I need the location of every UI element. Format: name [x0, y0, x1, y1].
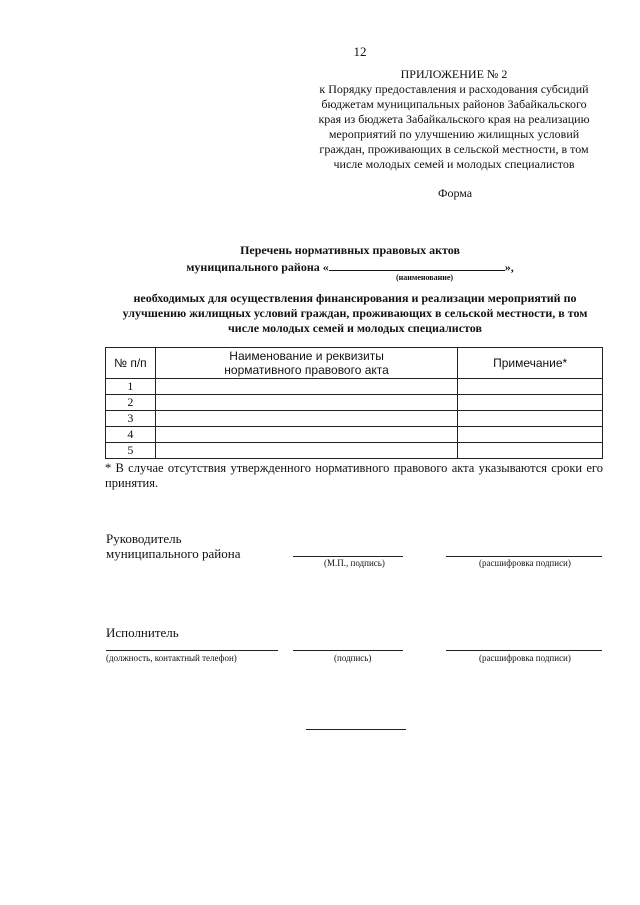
page-number: 12 — [353, 44, 367, 59]
table-row — [106, 395, 603, 411]
district-name-field[interactable] — [329, 259, 505, 271]
act-cell[interactable] — [155, 427, 458, 443]
note-cell[interactable] — [458, 379, 603, 395]
act-cell[interactable] — [155, 379, 458, 395]
table-header-row — [106, 348, 603, 379]
executor-sign-line[interactable] — [293, 650, 403, 651]
head-decode-line[interactable] — [446, 556, 602, 557]
purpose-line: улучшению жилищных условий граждан, проживающих в сельской местности, в том — [122, 306, 588, 320]
appendix-line: мероприятий по улучшению жилищных условий — [328, 127, 580, 141]
col-number-header: № п/п — [106, 348, 156, 379]
table-row — [106, 379, 603, 395]
executor-decode-caption: (расшифровка подписи) — [479, 653, 571, 663]
purpose-line: числе молодых семей и молодых специалистов — [228, 321, 482, 335]
appendix-line: числе молодых семей и молодых специалистов — [333, 157, 575, 171]
table-row — [106, 427, 603, 443]
purpose-line: необходимых для осуществления финансирования и реализации мероприятий по — [133, 291, 577, 305]
acts-table — [105, 347, 603, 459]
row-number: 4 — [106, 427, 156, 443]
executor-decode-line[interactable] — [446, 650, 602, 651]
act-cell[interactable] — [155, 395, 458, 411]
end-divider — [306, 729, 406, 730]
note-cell[interactable] — [458, 427, 603, 443]
appendix-line: края из бюджета Забайкальского края на реализацию — [318, 112, 590, 126]
table-row — [106, 443, 603, 459]
appendix-title: ПРИЛОЖЕНИЕ № 2 — [400, 67, 508, 81]
appendix-line: к Порядку предоставления и расходования субсидий — [319, 82, 589, 96]
district-name-line — [60, 259, 640, 275]
act-cell[interactable] — [155, 443, 458, 459]
appendix-line: бюджетам муниципальных районов Забайкальского — [321, 97, 587, 111]
note-cell[interactable] — [458, 443, 603, 459]
head-sign-line[interactable] — [293, 556, 403, 557]
row-number: 1 — [106, 379, 156, 395]
executor-position-line[interactable] — [106, 650, 278, 651]
head-decode-caption: (расшифровка подписи) — [479, 558, 571, 568]
district-prefix: муниципального района « — [186, 260, 329, 274]
row-number: 3 — [106, 411, 156, 427]
col-note-header: Примечание* — [458, 348, 603, 379]
name-caption: (наименование) — [396, 273, 454, 282]
row-number: 2 — [106, 395, 156, 411]
head-label: Руководитель — [106, 531, 182, 546]
purpose-text — [100, 291, 610, 336]
table-row — [106, 411, 603, 427]
head-sign-caption: (М.П., подпись) — [324, 558, 385, 568]
row-number: 5 — [106, 443, 156, 459]
form-label: Форма — [438, 186, 473, 200]
note-cell[interactable] — [458, 395, 603, 411]
district-suffix: », — [504, 260, 514, 274]
executor-label: Исполнитель — [106, 625, 179, 640]
note-cell[interactable] — [458, 411, 603, 427]
document-title: Перечень нормативных правовых актов — [240, 243, 460, 257]
col-act-header: Наименование и реквизиты нормативного правового акта — [155, 348, 458, 379]
executor-position-caption: (должность, контактный телефон) — [106, 653, 237, 663]
appendix-block — [302, 67, 606, 172]
act-cell[interactable] — [155, 411, 458, 427]
head-district-label: муниципального района — [106, 546, 241, 561]
executor-sign-caption: (подпись) — [334, 653, 372, 663]
footnote: * В случае отсутствия утвержденного нормативного правового акта указываются сроки его принятия. — [105, 461, 603, 490]
appendix-line: граждан, проживающих в сельской местности, в том — [319, 142, 589, 156]
